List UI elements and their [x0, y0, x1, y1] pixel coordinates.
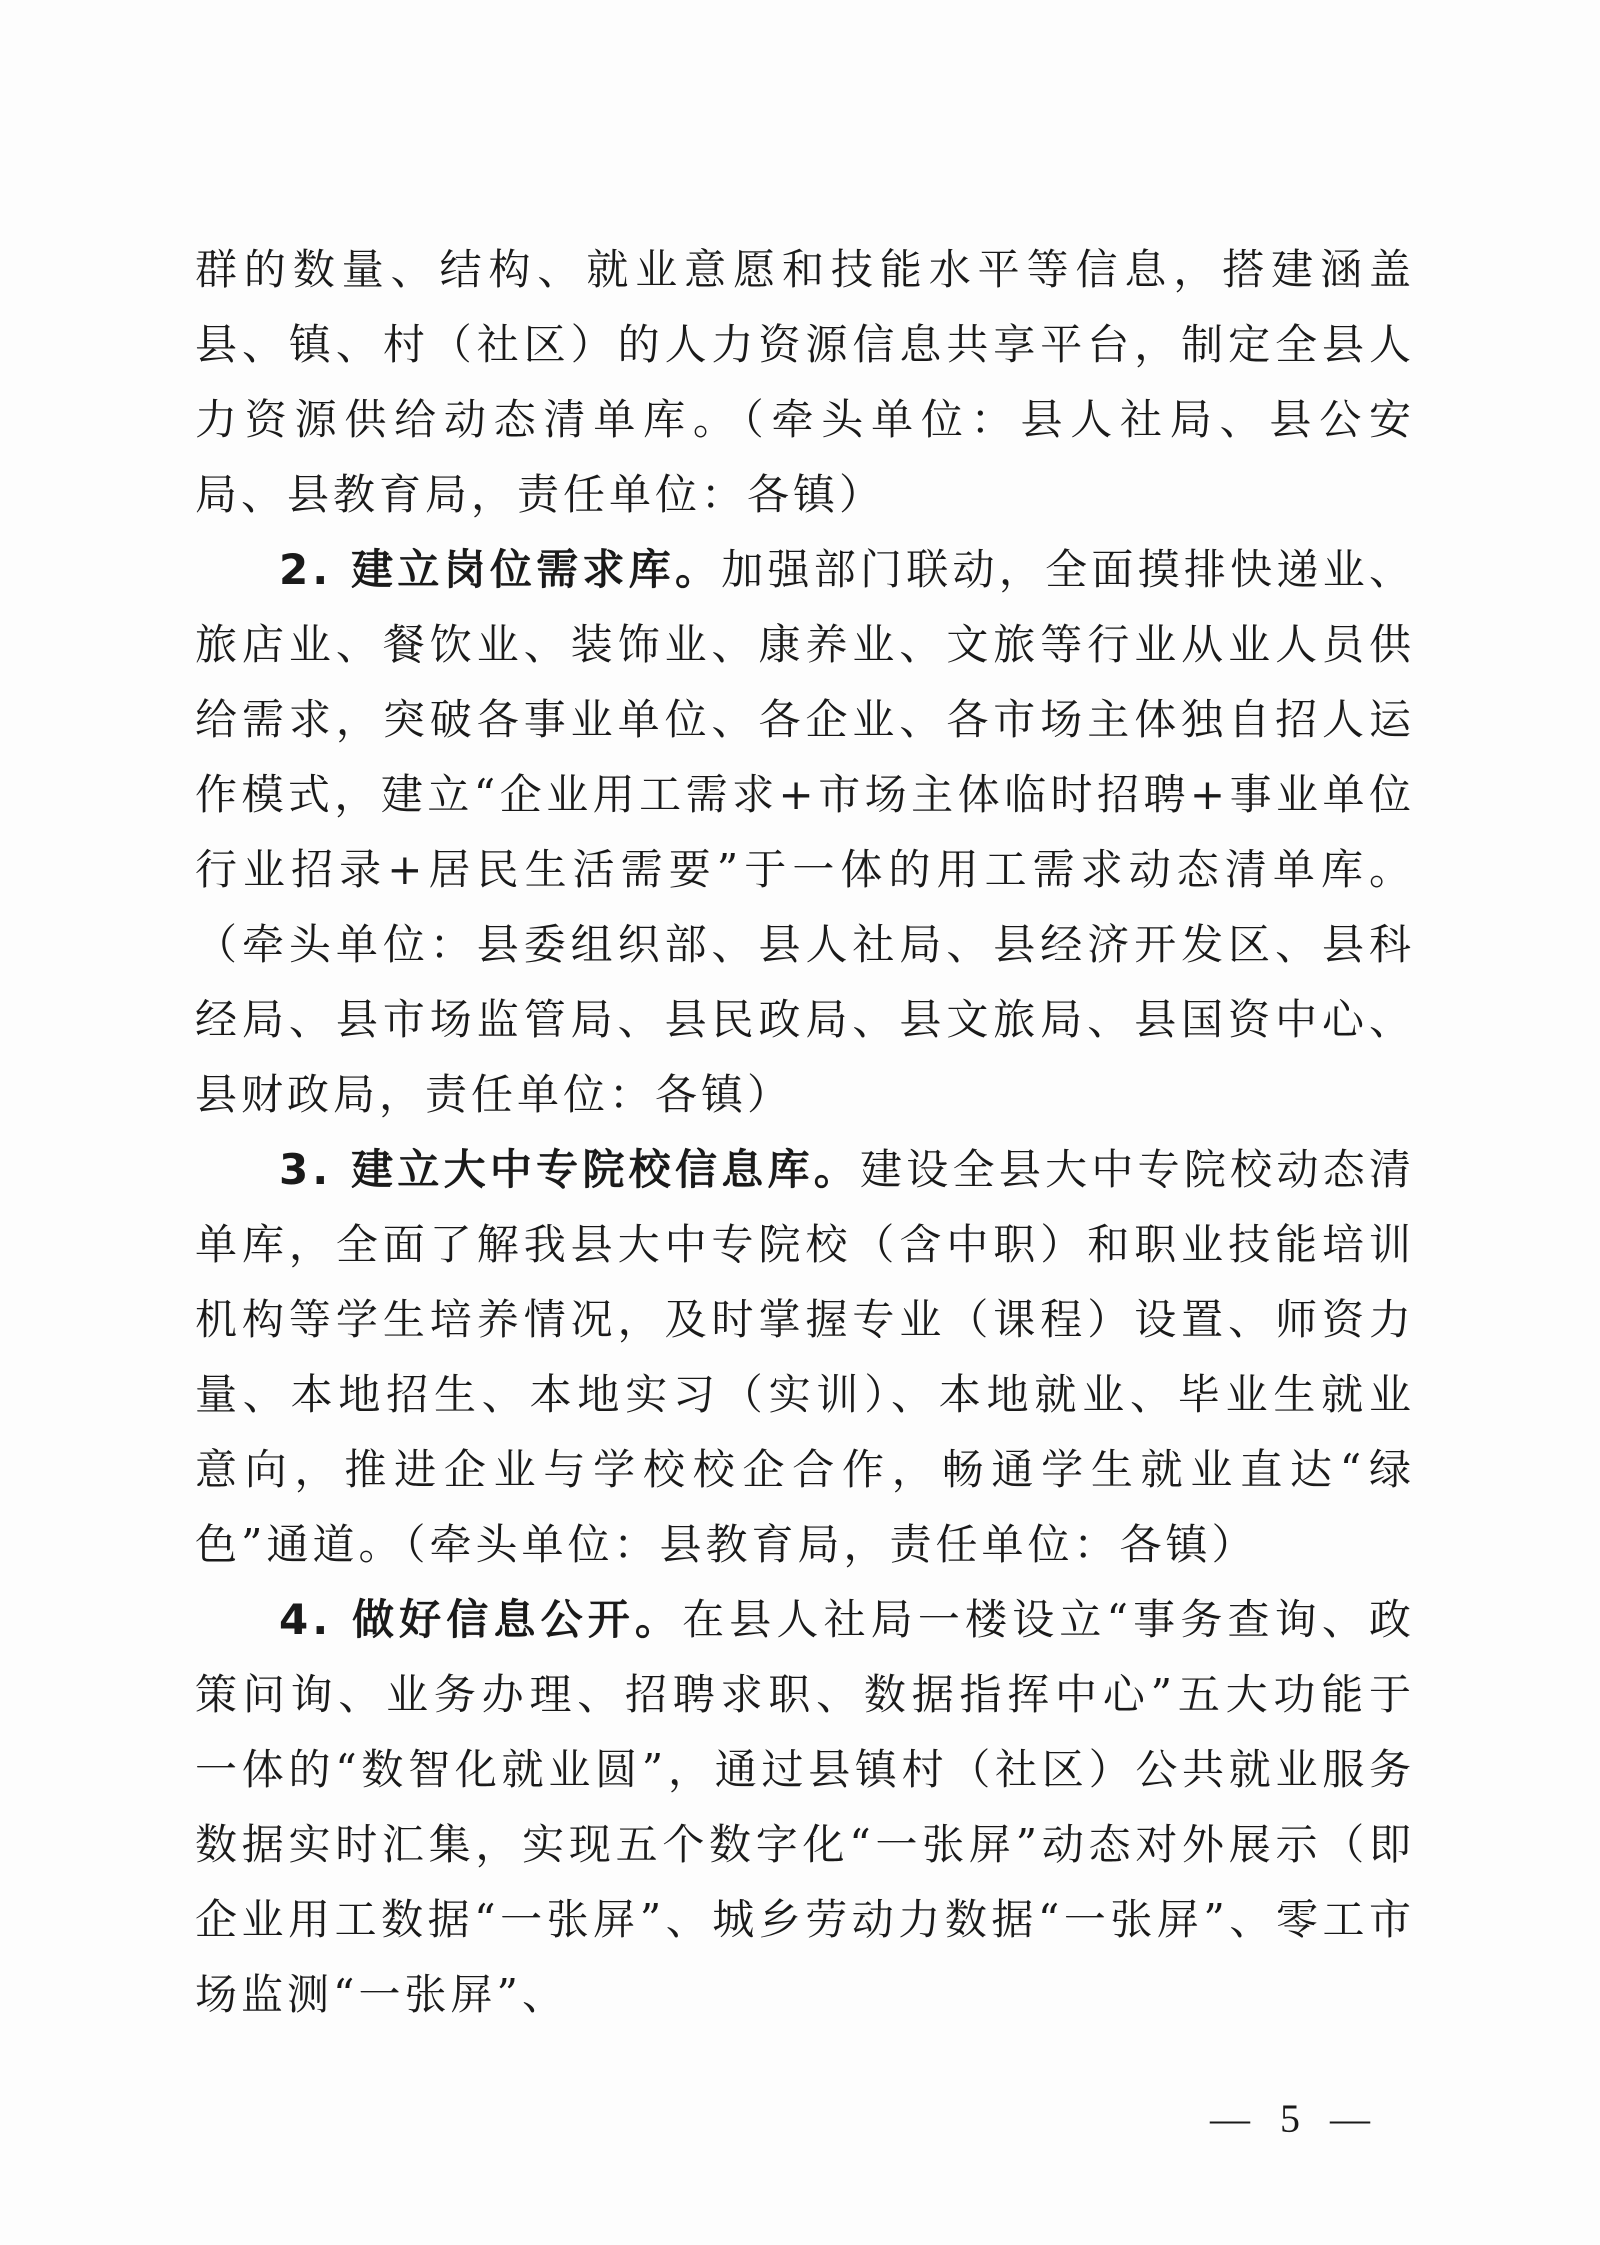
paragraph-1 [195, 232, 1415, 532]
paragraph-3-heading: 3. 建立大中专院校信息库。 [279, 1145, 861, 1194]
paragraph-4-body: 在县人社局一楼设立“事务查询、政策问询、业务办理、招聘求职、数据指挥中心”五大功能于一体的“数智化就业圆”，通过县镇村（社区）公共就业服务数据实时汇集，实现五个数字化“一张屏”动态对外展示（即企业用工数据“一张屏”、城乡劳动力数据“一张屏”、零工市场监测“一张屏”、 [195, 1595, 1415, 2019]
paragraph-3 [195, 1132, 1415, 1582]
paragraph-3-body: 建设全县大中专院校动态清单库，全面了解我县大中专院校（含中职）和职业技能培训机构等学生培养情况，及时掌握专业（课程）设置、师资力量、本地招生、本地实习（实训）、本地就业、毕业生就业意向，推进企业与学校校企合作，畅通学生就业直达“绿色”通道。（牵头单位：县教育局，责任单位：各镇） [195, 1145, 1415, 1569]
paragraph-1-body: 群的数量、结构、就业意愿和技能水平等信息，搭建涵盖县、镇、村（社区）的人力资源信息共享平台，制定全县人力资源供给动态清单库。（牵头单位：县人社局、县公安局、县教育局，责任单位：各镇） [195, 245, 1415, 519]
paragraph-2-heading: 2. 建立岗位需求库。 [279, 545, 722, 594]
paragraph-2-body: 加强部门联动，全面摸排快递业、旅店业、餐饮业、装饰业、康养业、文旅等行业从业人员供给需求，突破各事业单位、各企业、各市场主体独自招人运作模式，建立“企业用工需求+市场主体临时招聘+事业单位行业招录+居民生活需要”于一体的用工需求动态清单库。（牵头单位：县委组织部、县人社局、县经济开发区、县科经局、县市场监管局、县民政局、县文旅局、县国资中心、县财政局，责任单位：各镇） [195, 545, 1415, 1119]
page-number: — 5 — [1210, 2096, 1380, 2141]
document-body [195, 232, 1415, 2032]
paragraph-4 [195, 1582, 1415, 2032]
paragraph-2 [195, 532, 1415, 1132]
paragraph-4-heading: 4. 做好信息公开。 [279, 1595, 683, 1644]
